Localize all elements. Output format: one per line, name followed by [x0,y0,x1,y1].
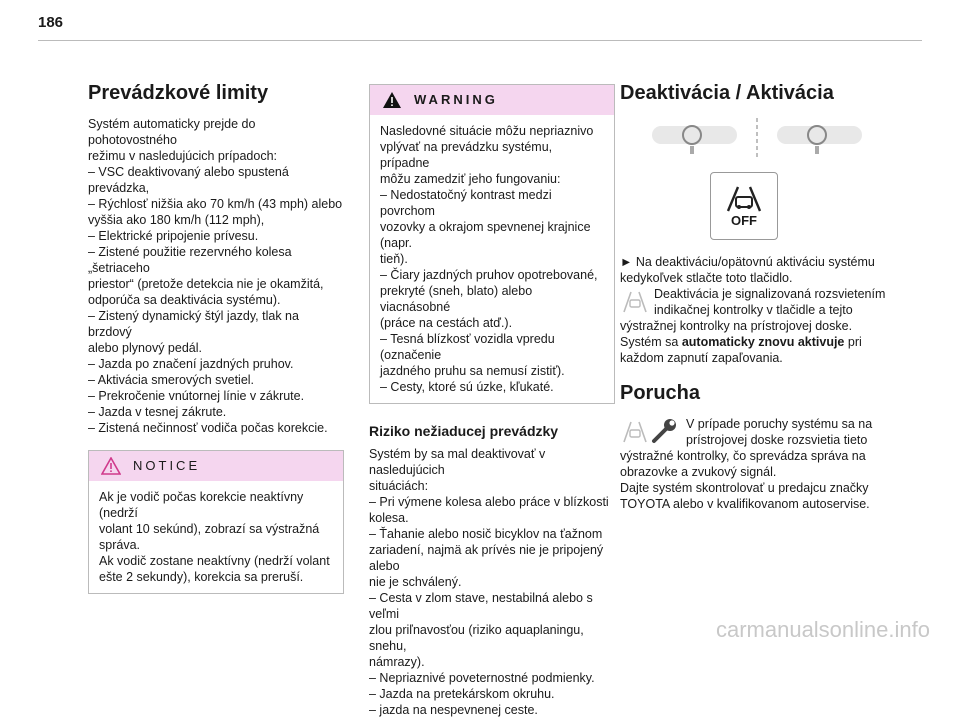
right-column: Deaktivácia / Aktivácia OFF ► Na deaktiváciu/opätovnú aktiváciu systému kedykoľvek stlačte toto tlačidlo. Deaktivácia je signalizovaná rozsvietením indikačnej kontrolky v tlačidle a tejto výstražnej kontrolky na prístrojovej doske. Systém sa automaticky znovu aktivuje pri každom zapnutí zapaľovania. Porucha V prípade poruchy systému sa na prístrojovej doske rozsvietia tieto výstražné kontrolky, čo sprevádza správa na obrazovke a zvukový signál. Dajte systém skontrolovať u predajcu značky TOYOTA alebo v kvalifikovanom autoservise. [620,80,888,512]
header-rule [38,40,922,41]
lane-departure-icon [724,183,764,213]
wrench-icon [650,416,680,444]
section-title-limits: Prevádzkové limity [88,82,269,104]
limits-text: Systém automaticky prejde do pohotovostného režimu v nasledujúcich prípadoch: – VSC deaktivovaný alebo spustená prevádzka, – Rýchlosť nižšia ako 70 km/h (43 mph) alebo vyššia ako 180 km/h (112 mph), – Elektrické pripojenie prívesu. – Zistené použitie rezervného kolesa „šetriaceho priestor“ (pretože detekcia nie je okamžitá, odporúča sa deaktivácia systému). – Zistený dynamický štýl jazdy, tlak na brzdový alebo plynový pedál. – Jazda po značení jazdných pruhov. – Aktivácia smerových svetiel. – Prekročenie vnútornej línie v zákrute. – Jazda v tesnej zákrute. – Zistená nečinnosť vodiča počas korekcie. [88,117,343,435]
off-label: OFF [731,213,757,228]
warning-box [369,84,615,404]
lane-warning-light-icon-fault [620,418,650,444]
lane-warning-light-icon [620,288,650,314]
notice-header [89,451,343,481]
risk-text: Systém by sa mal deaktivovať v nasledujúcich situáciách: – Pri výmene kolesa alebo práce v blízkosti kolesa. – Ťahanie alebo nosič bicyklov na ťažnom zariadení, najmä ak prívės nie je pripojený alebo nie je schválený. – Cesta v zlom stave, nestabilná alebo s veľmi zlou priľnavosťou (riziko aquaplaningu, snehu, námrazy). – Nepriaznivé poveternostné podmienky. – Jazda na pretekárskom okruhu. – jazda na nespevnenej ceste. [369,447,609,717]
lane-off-button[interactable] [710,172,778,240]
notice-body: Ak je vodič počas korekcie neaktívny (nedrží volant 10 sekúnd), zobrazí sa výstražná správa. Ak vodič zostane neaktívny (nedrží volant ešte 2 sekundy), korekcia sa preruší. [99,490,330,584]
warning-title: WARNING [414,92,498,107]
watermark: carmanualsonline.info [715,617,930,642]
notice-box [88,450,344,594]
deactivation-text: ► Na deaktiváciu/opätovnú aktiváciu systému kedykoľvek stlačte toto tlačidlo. Deaktivácia je signalizovaná rozsvietením indikačnej kontrolky v tlačidle a tejto výstražnej kontrolky na prístrojovej doske. Systém sa automaticky znovu aktivuje pri každom zapnutí zapaľovania. [620,254,888,366]
warning-header [370,85,614,115]
page-number: 186 [38,14,64,31]
section-title-deactivation: Deaktivácia / Aktivácia [620,82,834,104]
notice-triangle-icon [101,457,121,475]
section-title-risk: Riziko nežiaducej prevádzky [369,423,559,439]
middle-column [369,84,615,718]
steering-wheels-icon [642,116,872,160]
notice-title: NOTICE [133,458,201,473]
lane-indicator-illustration [620,116,888,160]
fault-row: V prípade poruchy systému sa na prístrojovej doske rozsvietia tieto [620,416,888,448]
indicator-row: Deaktivácia je signalizovaná rozsvietením indikačnej kontrolky v tlačidle a tejto [620,286,888,318]
section-title-fault: Porucha [620,382,701,404]
left-column [88,80,344,594]
warning-triangle-icon [382,91,402,109]
warning-body: Nasledovné situácie môžu nepriaznivo vplývať na prevádzku systému, prípadne môžu zamedziť jeho fungovaniu: – Nedostatočný kontrast medzi povrchom vozovky a okrajom spevnenej krajnice (napr. tieň). – Čiary jazdných pruhov opotrebované, prekryté (sneh, blato) alebo viacnásobné (práce na cestách atď.). – Tesná blízkosť vozidla vpredu (označenie jazdného pruhu sa nemusí zistiť). – Cesty, ktoré sú úzke, kľukaté. [380,124,598,394]
